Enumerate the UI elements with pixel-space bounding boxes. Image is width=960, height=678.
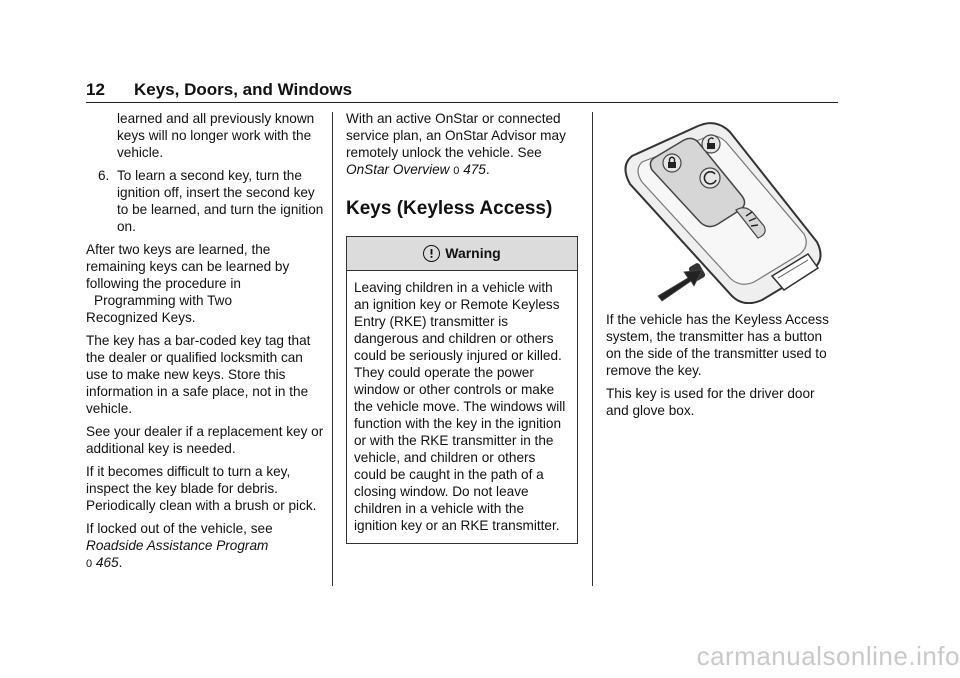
paragraph-locked-out bbox=[86, 520, 324, 573]
paragraph-difficult-key: If it becomes difficult to turn a key, inspect the key blade for debris. Periodically clean with a brush or pick. bbox=[86, 464, 317, 513]
header-rule bbox=[86, 102, 838, 103]
period: . bbox=[118, 555, 123, 570]
step-text: To learn a second key, turn the ignition off, insert the second key to be learned, and turn the ignition on. bbox=[117, 168, 324, 234]
page-arrow-icon: 0 bbox=[86, 558, 93, 570]
watermark: carmanualsonline.info bbox=[696, 641, 960, 671]
column-3 bbox=[606, 311, 838, 425]
keyless-access-transmitter-icon bbox=[612, 118, 826, 304]
column-divider-1 bbox=[332, 112, 333, 586]
page-arrow-icon: 0 bbox=[453, 165, 460, 177]
cross-reference-link-cont[interactable]: Recognized Keys. bbox=[86, 310, 196, 325]
column-divider-2 bbox=[592, 112, 593, 586]
warning-box bbox=[346, 236, 578, 544]
page-header bbox=[86, 80, 352, 100]
paragraph-dealer: See your dealer if a replacement key or additional key is needed. bbox=[86, 424, 324, 456]
warning-header bbox=[347, 237, 577, 271]
paragraph-driver-door: This key is used for the driver door and glove box. bbox=[606, 386, 815, 418]
step-6 bbox=[86, 167, 324, 235]
page-reference[interactable]: 475 bbox=[463, 162, 486, 177]
cross-reference-link[interactable]: Roadside Assistance Program bbox=[86, 538, 269, 553]
paragraph-key-tag: The key has a bar-coded key tag that the dealer or qualified locksmith can use to make new keys. Store this information in a safe place, not in the vehicle. bbox=[86, 333, 311, 416]
column-1 bbox=[86, 110, 324, 579]
cross-reference-link[interactable]: OnStar Overview bbox=[346, 162, 450, 177]
warning-text: Leaving children in a vehicle with an ignition key or Remote Keyless Entry (RKE) transmitter is dangerous and children or others could be seriously injured or killed. They could operate the power window or other controls or make the vehicle move. The windows will function with the key in the ignition or with the RKE transmitter in the vehicle, and children or others could be caught in the path of a closing window. Do not leave children in a vehicle with the ignition key or an RKE transmitter. bbox=[354, 280, 566, 533]
paragraph-onstar bbox=[346, 110, 578, 180]
paragraph-text: With an active OnStar or connected service plan, an OnStar Advisor may remotely unlock the vehicle. See bbox=[346, 111, 566, 160]
cross-reference-link[interactable]: Programming with Two bbox=[94, 293, 233, 308]
paragraph-text: After two keys are learned, the remaining keys can be learned by following the procedure in bbox=[86, 242, 290, 291]
paragraph-text: If locked out of the vehicle, see bbox=[86, 521, 273, 536]
warning-title: Warning bbox=[445, 245, 501, 261]
warning-icon bbox=[423, 245, 440, 262]
section-heading: Keys (Keyless Access) bbox=[346, 198, 553, 219]
period: . bbox=[485, 162, 490, 177]
page-reference[interactable]: 465 bbox=[95, 555, 119, 570]
page-number: 12 bbox=[86, 80, 105, 99]
section-title: Keys, Doors, and Windows bbox=[134, 80, 353, 99]
paragraph-after-two-keys bbox=[86, 241, 324, 326]
step-number: 6. bbox=[98, 168, 110, 183]
column-2 bbox=[346, 110, 578, 544]
paragraph-keyless-access: If the vehicle has the Keyless Access system, the transmitter has a button on the side of the transmitter used to remove the key. bbox=[606, 312, 829, 378]
continued-paragraph: learned and all previously known keys will no longer work with the vehicle. bbox=[117, 111, 315, 160]
